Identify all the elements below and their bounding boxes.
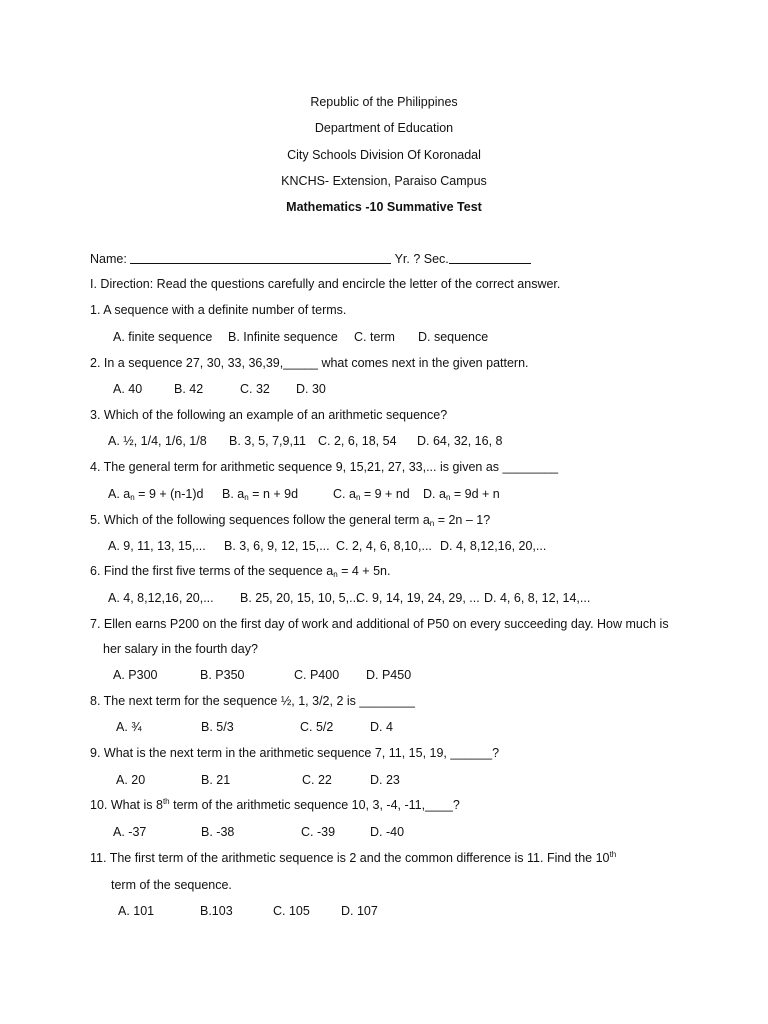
option-c[interactable]: C. $a_n = 9$ + nd: [333, 487, 410, 502]
question-5-text: 5. Which of the following sequences follow the general term a: [90, 513, 430, 527]
subscript-n: n: [445, 493, 451, 502]
question-4: 4. The general term for arithmetic sequence 9, 15,21, 27, 33,... is given as ________: [90, 460, 559, 474]
option-d[interactable]: D. P450: [366, 668, 412, 682]
question-6: [90, 563, 390, 579]
question-11-continued: term of the sequence.: [111, 878, 232, 892]
option-d[interactable]: D. 4: [370, 720, 393, 734]
direction-text: I. Direction: Read the questions carefully and encircle the letter of the correct answer.: [90, 277, 561, 291]
option-a[interactable]: A. P300: [113, 668, 158, 682]
yr-sec-blank[interactable]: [449, 252, 531, 264]
option-b[interactable]: B.103: [200, 904, 233, 918]
superscript-th: th: [609, 850, 617, 859]
subscript-n: n: [429, 519, 435, 528]
option-a[interactable]: A. -37: [113, 825, 147, 839]
option-d[interactable]: D. $a_n = 9d + n$: [423, 487, 500, 502]
question-3: 3. Which of the following an example of an arithmetic sequence?: [90, 408, 448, 422]
option-a[interactable]: A. finite sequence: [113, 330, 213, 344]
header-line-division: City Schools Division Of Koronadal: [287, 147, 481, 162]
question-11: [90, 850, 616, 866]
question-2: 2. In a sequence 27, 30, 33, 36,39,_____ what comes next in the given pattern.: [90, 356, 529, 370]
question-1: 1. A sequence with a definite number of terms.: [90, 303, 347, 317]
option-b[interactable]: B. 42: [174, 382, 204, 396]
option-a[interactable]: A. $a_n = 9 + (n-1)d$: [108, 487, 204, 502]
header-line-department: Department of Education: [314, 121, 454, 136]
option-c[interactable]: C. -39: [301, 825, 336, 839]
question-10-text-end: term of the arithmetic sequence 10, 3, -4, -11,____?: [169, 798, 460, 812]
option-b[interactable]: B. -38: [201, 825, 235, 839]
subscript-n: n: [355, 493, 361, 502]
option-a[interactable]: A. 9, 11, 13, 15,...: [108, 539, 206, 553]
test-title: Mathematics -10 Summative Test: [286, 200, 482, 215]
superscript-th: th: [162, 797, 170, 806]
name-line: [90, 251, 531, 267]
option-a[interactable]: A. 40: [113, 382, 143, 396]
name-blank[interactable]: [130, 252, 391, 264]
question-9: 9. What is the next term in the arithmetic sequence 7, 11, 15, 19, ______?: [90, 746, 500, 760]
document-header: [0, 95, 768, 226]
option-c[interactable]: C. 5/2: [300, 720, 334, 734]
option-c[interactable]: C. 22: [302, 773, 332, 787]
option-b[interactable]: B. $a_n = n + 9d$: [222, 487, 299, 502]
question-6-text-end: = 4 + 5n.: [337, 564, 391, 578]
option-c[interactable]: C. 105: [273, 904, 310, 918]
question-5-text-end: = 2n – 1?: [434, 513, 491, 527]
option-a[interactable]: A. ½, 1/4, 1/6, 1/8: [108, 434, 207, 448]
option-a[interactable]: A. 4, 8,12,16, 20,...: [108, 591, 214, 605]
option-b[interactable]: B. 5/3: [201, 720, 234, 734]
question-10: [90, 797, 460, 813]
option-d[interactable]: D. 64, 32, 16, 8: [417, 434, 503, 448]
question-10-text: 10. What is 8: [90, 798, 163, 812]
option-a[interactable]: A. 101: [118, 904, 155, 918]
subscript-n: n: [244, 493, 249, 502]
option-d[interactable]: D. 4, 6, 8, 12, 14,...: [484, 591, 591, 605]
header-line-republic: Republic of the Philippines: [310, 95, 458, 109]
option-d[interactable]: D. sequence: [418, 330, 489, 344]
option-d[interactable]: D. 23: [370, 773, 400, 787]
name-label: Name:: [90, 252, 127, 266]
question-5: [90, 512, 490, 528]
question-7-continued: her salary in the fourth day?: [103, 642, 258, 656]
option-d[interactable]: D. -40: [370, 825, 405, 839]
option-b[interactable]: B. P350: [200, 668, 245, 682]
option-a[interactable]: A. 20: [116, 773, 146, 787]
subscript-n: n: [333, 570, 338, 579]
option-c[interactable]: C. 9, 14, 19, 24, 29, ...: [356, 591, 480, 605]
subscript-n: n: [130, 493, 135, 502]
yr-sec-label: Yr. ? Sec.: [394, 252, 449, 266]
option-c[interactable]: C. term: [354, 330, 395, 344]
option-a[interactable]: A. ¾: [116, 720, 142, 734]
option-b[interactable]: B. 3, 6, 9, 12, 15,...: [224, 539, 330, 553]
question-6-text: 6. Find the first five terms of the sequence a: [90, 564, 334, 578]
option-b[interactable]: B. 21: [201, 773, 231, 787]
option-c[interactable]: C. 2, 4, 6, 8,10,...: [336, 539, 432, 553]
question-8: 8. The next term for the sequence ½, 1, 3/2, 2 is ________: [90, 694, 415, 708]
header-line-school: KNCHS- Extension, Paraiso Campus: [281, 173, 487, 188]
question-7: 7. Ellen earns P200 on the first day of work and additional of P50 on every succeeding day. How much is: [90, 617, 669, 631]
option-d[interactable]: D. 30: [296, 382, 326, 396]
question-11-text: 11. The first term of the arithmetic sequence is 2 and the common difference is 11. Find the 10: [90, 851, 610, 865]
option-c[interactable]: C. 2, 6, 18, 54: [318, 434, 397, 448]
option-b[interactable]: B. 25, 20, 15, 10, 5,...: [240, 591, 360, 605]
option-b[interactable]: B. 3, 5, 7,9,11: [229, 434, 306, 448]
option-d[interactable]: D. 107: [341, 904, 378, 918]
option-b[interactable]: B. Infinite sequence: [228, 330, 338, 344]
option-d[interactable]: D. 4, 8,12,16, 20,...: [440, 539, 547, 553]
option-c[interactable]: C. 32: [240, 382, 270, 396]
option-c[interactable]: C. P400: [294, 668, 340, 682]
